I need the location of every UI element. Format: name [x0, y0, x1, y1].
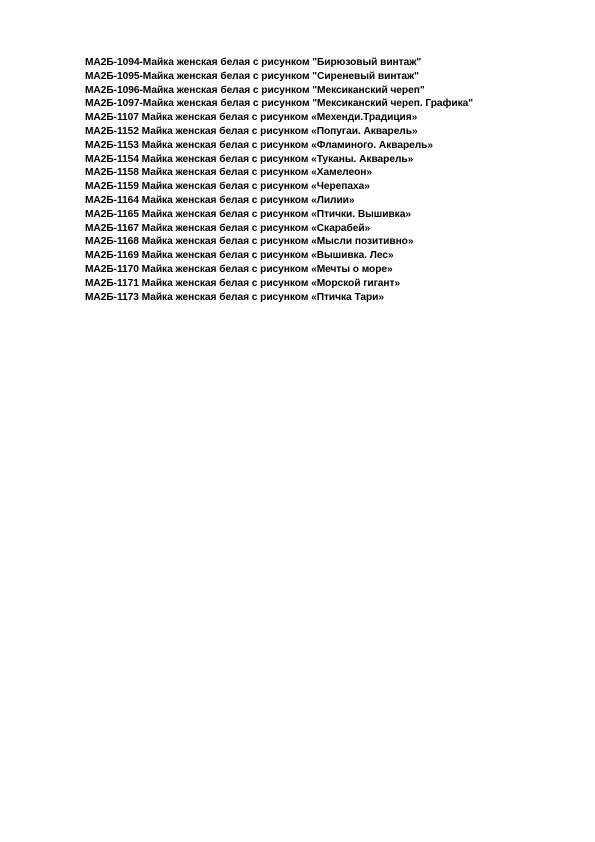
product-line: МА2Б-1167 Майка женская белая с рисунком «Скарабей»	[85, 222, 371, 234]
product-line: МА2Б-1169 Майка женская белая с рисунком «Вышивка. Лес»	[85, 250, 394, 262]
product-line: МА2Б-1168 Майка женская белая с рисунком «Мысли позитивно»	[85, 236, 414, 248]
product-line: МА2Б-1164 Майка женская белая с рисунком «Лилии»	[85, 194, 355, 206]
product-line: МА2Б-1158 Майка женская белая с рисунком «Хамелеон»	[85, 167, 372, 179]
product-line: МА2Б-1094-Майка женская белая с рисунком "Бирюзовый винтаж"	[85, 57, 422, 68]
product-line: МА2Б-1153 Майка женская белая с рисунком «Фламиного. Акварель»	[85, 139, 434, 151]
product-line: МА2Б-1170 Майка женская белая с рисунком «Мечты о море»	[85, 263, 393, 275]
product-line: МА2Б-1096-Майка женская белая с рисунком "Мексиканский череп"	[85, 84, 425, 96]
product-line: МА2Б-1152 Майка женская белая с рисунком «Попугаи. Акварель»	[85, 125, 418, 137]
product-line: МА2Б-1097-Майка женская белая с рисунком "Мексиканский череп. Графика"	[85, 98, 474, 110]
product-line: МА2Б-1159 Майка женская белая с рисунком «Черепаха»	[85, 181, 370, 193]
product-list	[85, 56, 473, 304]
product-line: МА2Б-1107 Майка женская белая с рисунком «Мехенди.Традиция»	[85, 112, 418, 124]
product-line: МА2Б-1171 Майка женская белая с рисунком «Морской гигант»	[85, 277, 401, 289]
product-line: МА2Б-1154 Майка женская белая с рисунком «Туканы. Акварель»	[85, 153, 414, 165]
product-line: МА2Б-1165 Майка женская белая с рисунком «Птички. Вышивка»	[85, 208, 411, 220]
product-line: МА2Б-1095-Майка женская белая с рисунком "Сиреневый винтаж"	[85, 70, 419, 82]
product-line: МА2Б-1173 Майка женская белая с рисунком «Птичка Тари»	[85, 291, 384, 303]
